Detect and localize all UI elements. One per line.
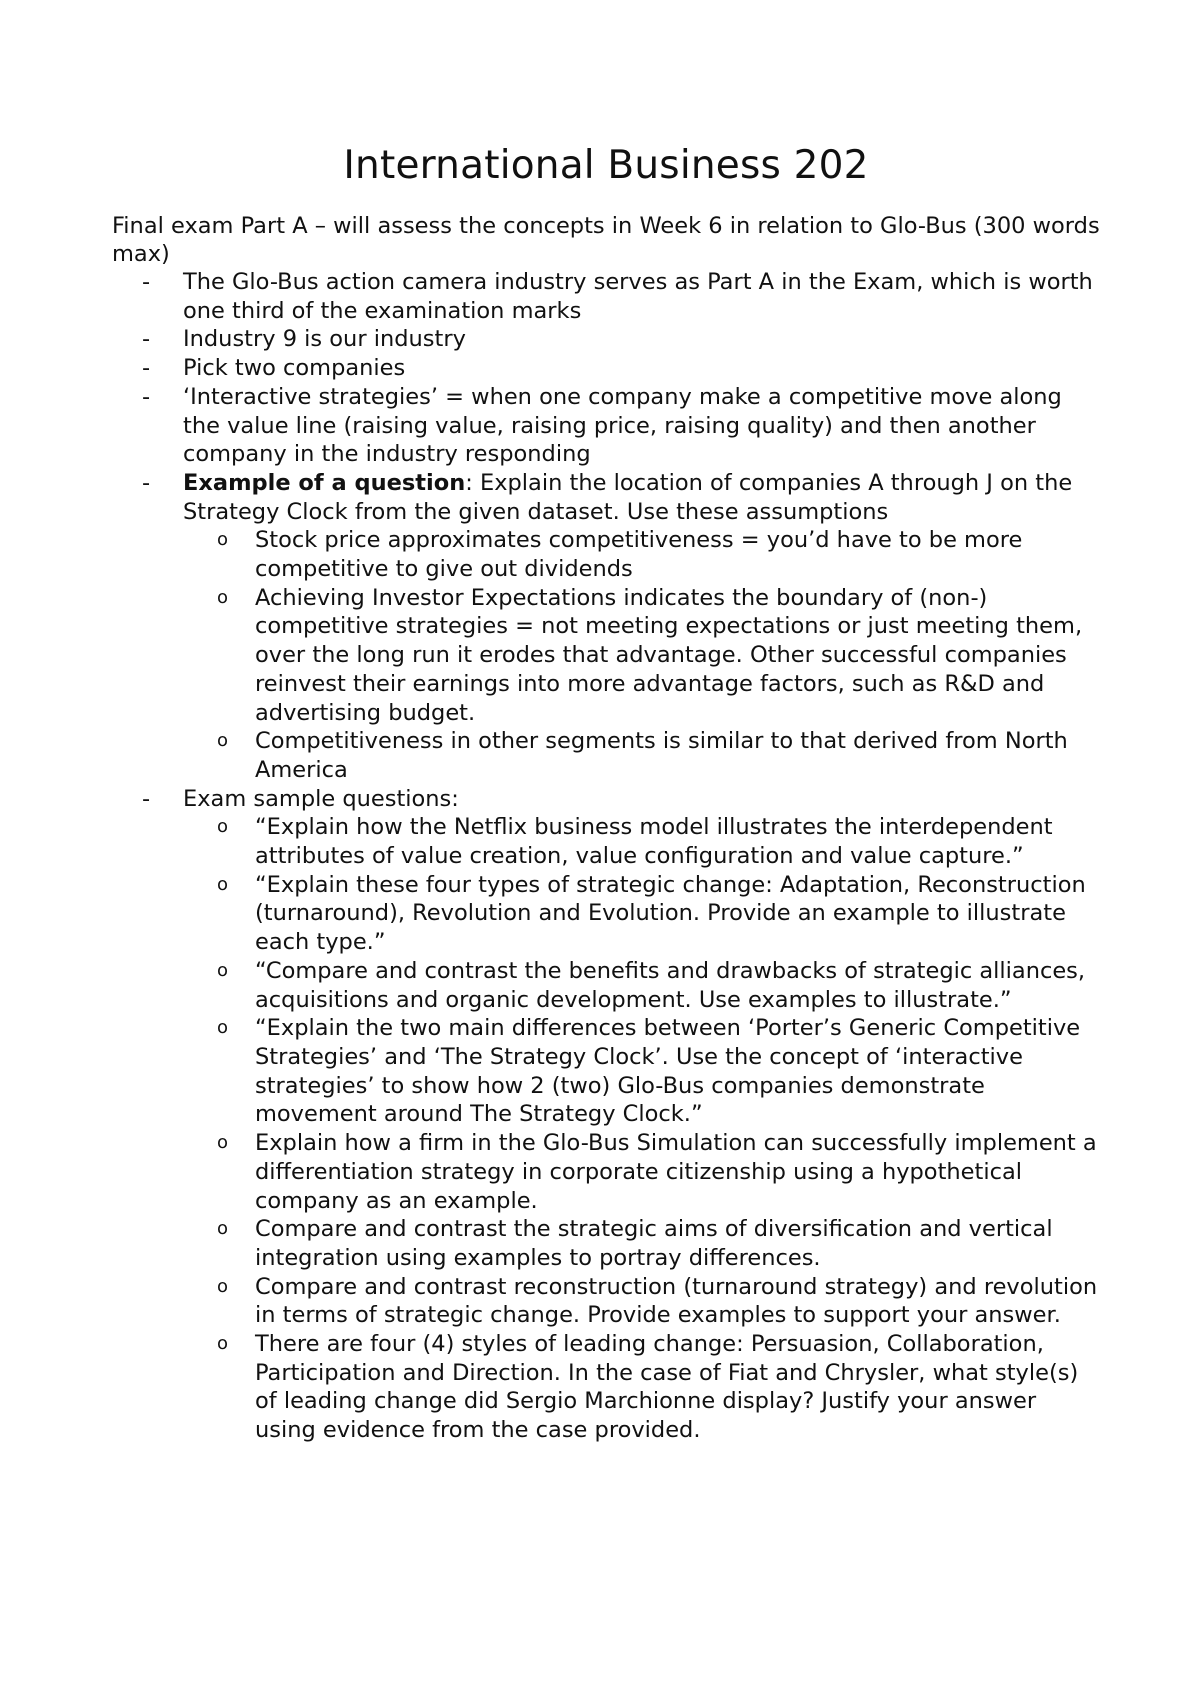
sub-list-item bbox=[183, 1014, 1100, 1129]
sub-bullet-list bbox=[183, 526, 1100, 784]
dash-bullet: - bbox=[142, 469, 151, 496]
sub-list-item-text: Achieving Investor Expectations indicates the boundary of (non-) competitive strategies = not meeting expectations or just meeting them, over the long run it erodes that advantage. Other successful companies reinvest their earnings into more advantage factors, such as R&D and advertising budget. bbox=[255, 584, 1083, 726]
list-item bbox=[112, 785, 1100, 1445]
sub-list-item bbox=[183, 1330, 1100, 1445]
list-item-text: ‘Interactive strategies’ = when one company make a competitive move along the value line (raising value, raising price, raising quality) and then another company in the industry responding bbox=[183, 383, 1062, 468]
list-item-text: Exam sample questions: bbox=[183, 785, 459, 812]
sub-list-item-text: Competitiveness in other segments is similar to that derived from North America bbox=[255, 728, 1068, 783]
dash-bullet: - bbox=[142, 326, 151, 353]
list-item-text: Industry 9 is our industry bbox=[183, 326, 466, 353]
sub-list-item bbox=[183, 957, 1100, 1014]
circle-bullet: o bbox=[217, 1333, 229, 1355]
circle-bullet: o bbox=[217, 586, 229, 608]
sub-list-item bbox=[183, 871, 1100, 957]
sub-list-item-text: “Compare and contrast the benefits and drawbacks of strategic alliances, acquisitions and organic development. Use examples to illustrate.” bbox=[255, 957, 1086, 1013]
list-item-text: Pick two companies bbox=[183, 355, 406, 382]
dash-bullet: - bbox=[142, 269, 151, 295]
sub-list-item-text: Compare and contrast the strategic aims of diversification and vertical integration using examples to portray differences. bbox=[255, 1216, 1053, 1271]
dash-bullet: - bbox=[142, 355, 151, 382]
sub-list-item bbox=[183, 526, 1100, 583]
intro-paragraph: Final exam Part A – will assess the concepts in Week 6 in relation to Glo-Bus (300 words max) bbox=[112, 213, 1100, 267]
dash-bullet: - bbox=[142, 383, 151, 410]
sub-list-item-text: “Explain these four types of strategic change: Adaptation, Reconstruction (turnaround), Revolution and Evolution. Provide an example to illustrate each type.” bbox=[255, 871, 1086, 956]
sub-bullet-list bbox=[183, 813, 1100, 1444]
dash-bullet: - bbox=[142, 785, 151, 812]
sub-list-item bbox=[183, 727, 1100, 784]
sub-list-item-text: Stock price approximates competitiveness = you’d have to be more competitive to give out dividends bbox=[255, 527, 1023, 583]
circle-bullet: o bbox=[217, 816, 229, 838]
circle-bullet: o bbox=[217, 1218, 229, 1240]
page-title: International Business 202 bbox=[343, 143, 869, 188]
bold-lead-text: Example of a question bbox=[183, 469, 466, 496]
list-item-text: : Explain the location of companies A through J on the Strategy Clock from the given dataset. Use these assumptions bbox=[183, 469, 1073, 525]
list-item bbox=[112, 268, 1100, 325]
sub-list-item-text: Explain how a firm in the Glo-Bus Simulation can successfully implement a differentiation strategy in corporate citizenship using a hypothetical company as an example. bbox=[255, 1130, 1097, 1214]
sub-list-item bbox=[183, 1215, 1100, 1272]
list-item bbox=[112, 383, 1100, 469]
circle-bullet: o bbox=[217, 959, 229, 981]
circle-bullet: o bbox=[217, 529, 229, 551]
bullet-list bbox=[112, 268, 1100, 1445]
list-item bbox=[112, 354, 1100, 383]
circle-bullet: o bbox=[217, 1017, 229, 1039]
circle-bullet: o bbox=[217, 730, 229, 752]
sub-list-item-text: “Explain the two main differences between ‘Porter’s Generic Competitive Strategies’ and ‘The Strategy Clock’. Use the concept of ‘interactive strategies’ to show how 2 (two) Glo-Bus companies demonstrate movement around The Strategy Clock.” bbox=[255, 1015, 1081, 1128]
list-item-text: The Glo-Bus action camera industry serves as Part A in the Exam, which is worth one third of the examination marks bbox=[183, 269, 1093, 324]
list-item bbox=[112, 325, 1100, 354]
sub-list-item-text: “Explain how the Netflix business model illustrates the interdependent attributes of value creation, value configuration and value capture.” bbox=[255, 814, 1053, 870]
circle-bullet: o bbox=[217, 1275, 229, 1297]
circle-bullet: o bbox=[217, 1132, 229, 1154]
sub-list-item bbox=[183, 1129, 1100, 1215]
sub-list-item bbox=[183, 1273, 1100, 1330]
circle-bullet: o bbox=[217, 873, 229, 895]
sub-list-item bbox=[183, 584, 1100, 728]
sub-list-item-text: Compare and contrast reconstruction (turnaround strategy) and revolution in terms of strategic change. Provide examples to support your answer. bbox=[255, 1273, 1098, 1329]
sub-list-item-text: There are four (4) styles of leading change: Persuasion, Collaboration, Participation and Direction. In the case of Fiat and Chrysler, what style(s) of leading change did Sergio Marchionne display? Justify your answer using evidence from the case provided. bbox=[255, 1331, 1079, 1444]
list-item bbox=[112, 469, 1100, 785]
sub-list-item bbox=[183, 813, 1100, 870]
